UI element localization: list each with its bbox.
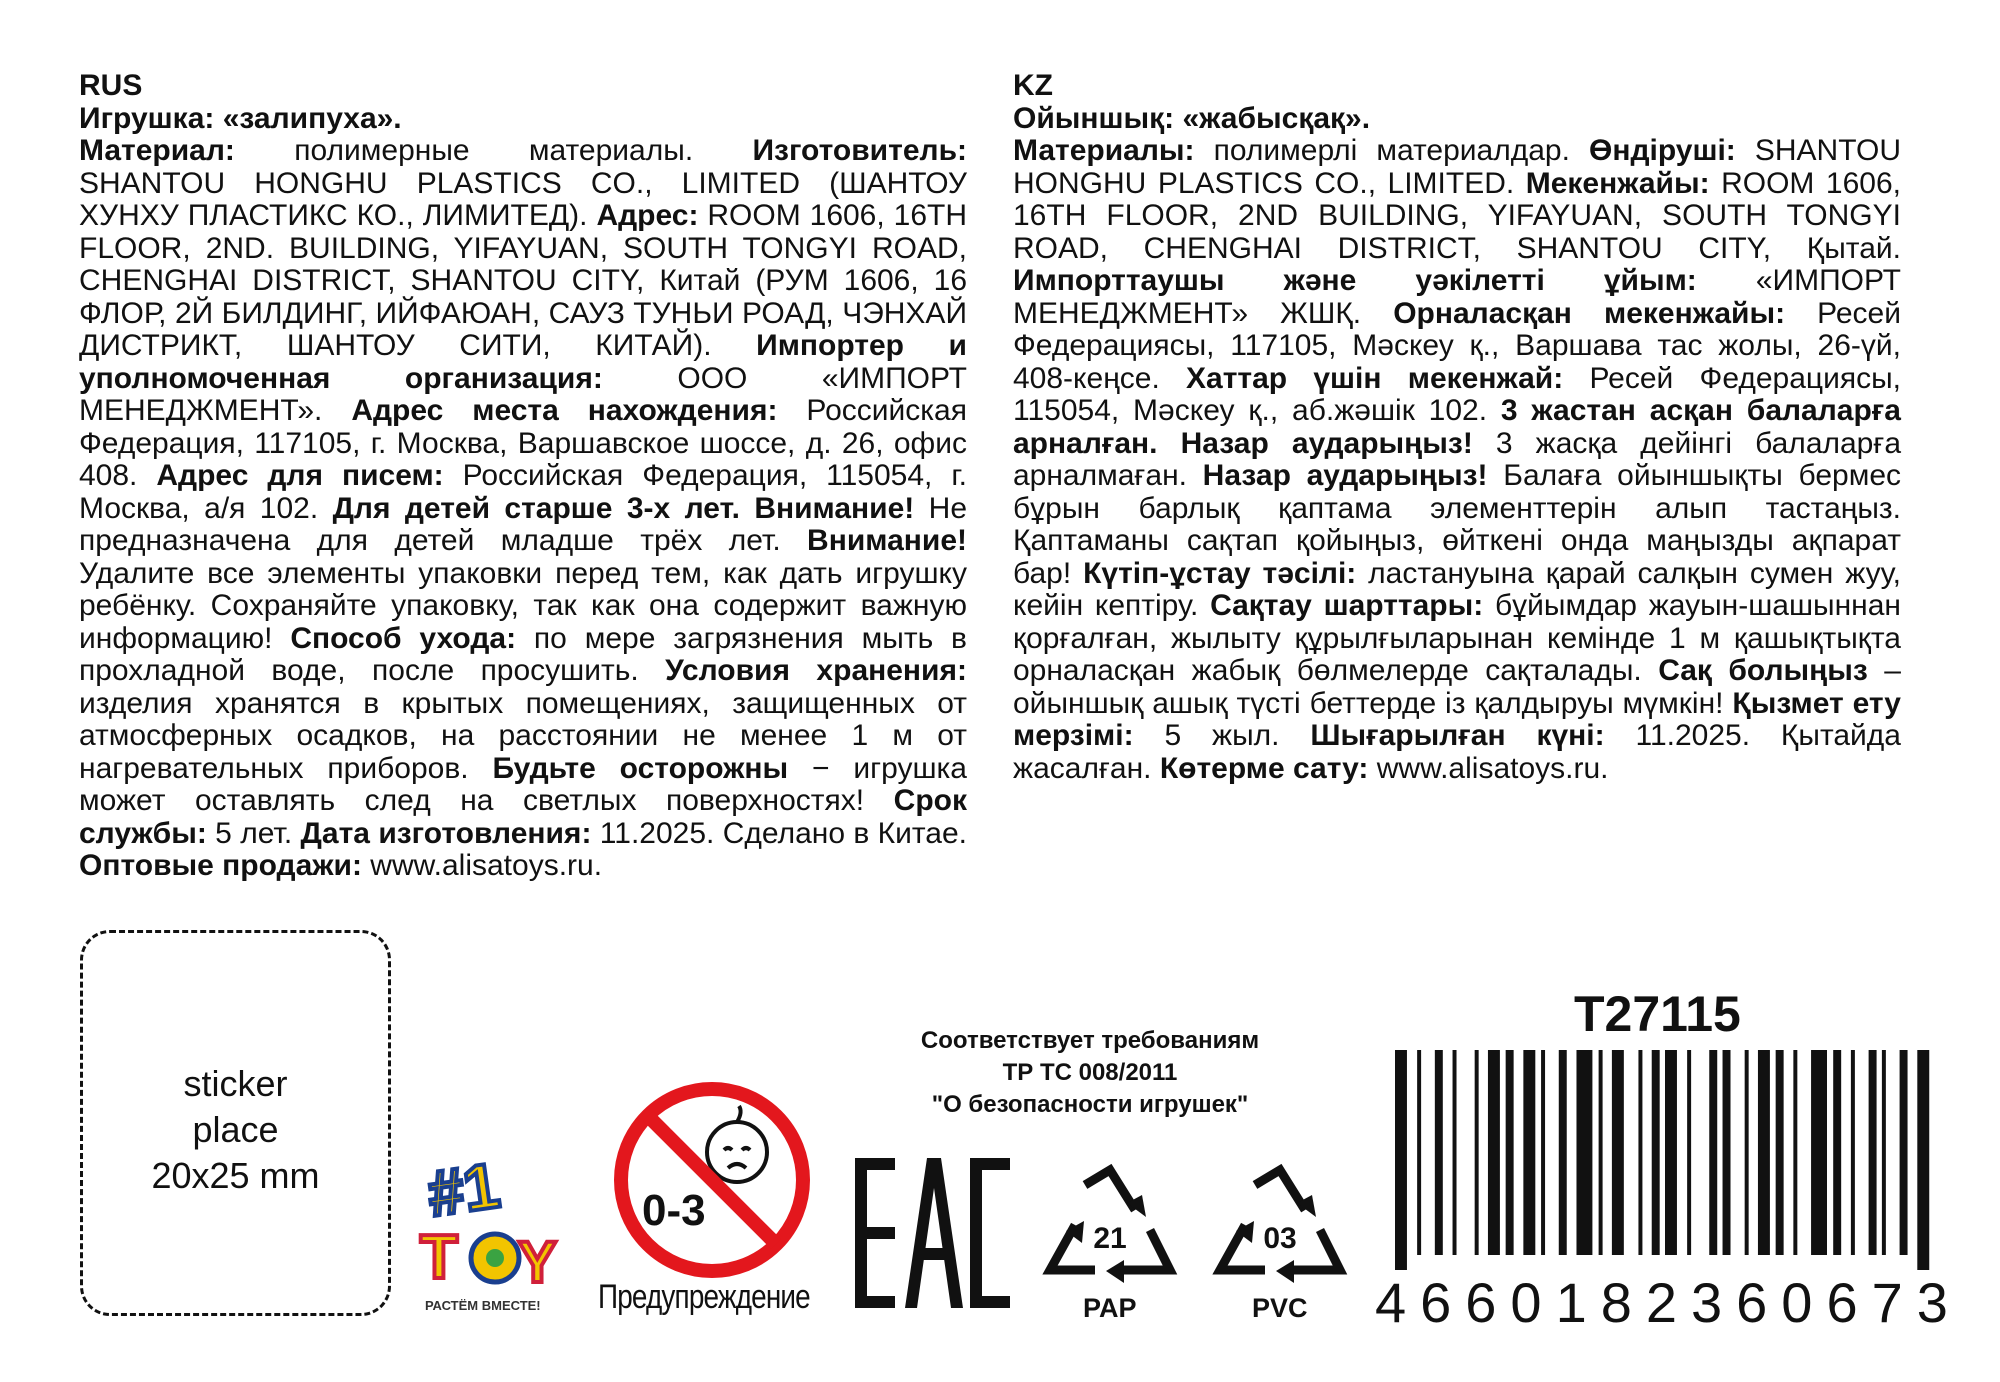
text-run-5: ROOM 1606, 16TH FLOOR, 2ND. BUILDING, YIFAYUAN, SOUTH TONGYI ROAD, CHENGHAI DISTRICT, SHANTOU CITY, Китай (РУМ 1606, 16 ФЛОР, 2Й БИЛДИНГ, ИЙФАЮАН, САУЗ ТУНЬИ РОАД, ЧЭНХАЙ ДИСТРИКТ, ШАНТОУ СИТИ, КИТАЙ). [79, 199, 968, 362]
rus-column [79, 70, 967, 883]
text-run-9: Ресей Федерациясы, 117105, Мәскеу қ., Варшава тас жолы, 26-үй, 408-кеңсе. [1013, 296, 1901, 395]
barcode-icon [1395, 1050, 1935, 1270]
barcode-bar [1523, 1050, 1535, 1255]
bold-term-2: Изготовитель: [752, 134, 967, 167]
barcode-bar [1652, 1050, 1660, 1255]
barcode-bar [1638, 1050, 1642, 1255]
text-run-21: − игрушка может оставлять след на светлых поверхностях! [79, 751, 967, 817]
barcode-bar [1882, 1050, 1886, 1255]
bold-term-26: Оптовые продажи: [79, 849, 362, 882]
bold-term-8: Орналасқан мекенжайы: [1393, 296, 1786, 330]
text-run-21: – ойыншық ашық түсті беттерде із қалдыруы мүмкін! [1013, 654, 1901, 720]
bold-term-16: Способ ухода: [290, 621, 517, 655]
kz-title: Ойыншық: «жабысқақ». [1013, 101, 1371, 135]
sticker-line-1: sticker [183, 1063, 288, 1104]
barcode-bar [1900, 1050, 1908, 1255]
barcode-bar [1488, 1050, 1500, 1255]
sticker-line-2: place [192, 1109, 279, 1150]
text-run-11: Российская Федерация, 115054, г. Москва, а/я 102. [79, 459, 967, 525]
barcode-bar [1833, 1050, 1841, 1255]
barcode-bar [1453, 1050, 1457, 1255]
compliance-line-3: "О безопасности игрушек" [931, 1091, 1249, 1118]
barcode-bar [1506, 1050, 1514, 1255]
text-run-5: ROOM 1606, 16TH FLOOR, 2ND BUILDING, YIFAYUAN, SOUTH TONGYI ROAD, CHENGHAI DISTRICT, SHANTOU CITY, Қытай. [1013, 166, 1901, 265]
bold-term-6: Импорттаушы және уәкілетті ұйым: [1013, 264, 1697, 297]
text-run-3: SHANTOU HONGHU PLASTICS CO., LIMITED. [1013, 134, 1901, 200]
compliance-line-2: ТР ТС 008/2011 [1002, 1059, 1178, 1086]
text-run-15: Удалите все элементы упаковки перед тем, как дать игрушку ребёнку. Сохраняйте упаковку, так как она содержит важную информацию! [79, 556, 967, 655]
text-run-25: 11.2025. Қытайда жасалған. [1013, 719, 1901, 785]
bold-term-2: Өндіруші: [1589, 134, 1736, 167]
text-run-13: Не предназначена для детей младше трёх лет. [79, 491, 968, 557]
barcode-bar [1612, 1050, 1624, 1255]
bold-term-26: Көтерме сату: [1159, 751, 1369, 785]
text-run-27: www.alisatoys.ru. [361, 849, 603, 882]
barcode-bar [1758, 1050, 1770, 1255]
rus-body [79, 135, 967, 883]
barcode-bar [1541, 1050, 1545, 1255]
svg-text:#1: #1 [423, 1148, 504, 1231]
text-run-3: SHANTOU HONGHU PLASTICS CO., LIMITED (ШАНТОУ ХУНХУ ПЛАСТИКС КО., ЛИМИТЕД). [79, 166, 967, 232]
bold-term-16: Күтіп-ұстау тәсілі: [1083, 556, 1357, 590]
recycling-pvc-label: PVC [1252, 1293, 1308, 1323]
text-run-11: Ресей Федерациясы, 115054, Мәскеу қ., аб.жәшік 102. [1013, 361, 1901, 427]
bold-term-4: Адрес: [596, 199, 699, 232]
kz-body [1013, 135, 1901, 785]
bold-term-12: 3 жастан асқан балаларға арналған. Назар аударыңыз! [1013, 394, 1901, 460]
barcode-bar [1475, 1050, 1479, 1255]
bold-term-12: Для детей старше 3-х лет. Внимание! [332, 491, 915, 525]
brand-logo-icon [420, 1150, 570, 1295]
text-run-7: «ИМПОРТ МЕНЕДЖМЕНТ» ЖШҚ. [1013, 264, 1901, 330]
text-run-17: ластануына қарай салқын сумен жуу, кейін кептіру. [1013, 556, 1901, 622]
bold-term-24: Дата изготовления: [300, 816, 592, 850]
recycling-pap-icon [1040, 1165, 1180, 1290]
compliance-line-1: Соответствует требованиям [920, 1027, 1260, 1054]
text-run-15: Балаға ойыншықты бермес бұрын барлық қаптама элементтерін алып тастаңыз. Қаптаманы сақтап қойыңыз, өйткені онда маңызды ақпарат бар! [1013, 459, 1901, 590]
barcode-bar [1559, 1050, 1567, 1255]
barcode-bar [1851, 1050, 1855, 1255]
sticker-place [80, 930, 391, 1316]
bold-term-14: Внимание! [807, 524, 967, 557]
bold-term-0: Материал: [79, 134, 235, 167]
no-under-3-icon [612, 1080, 812, 1280]
recycling-pvc-number: 03 [1263, 1222, 1297, 1255]
text-run-27: www.alisatoys.ru. [1368, 751, 1609, 785]
recycling-pvc-icon [1210, 1165, 1350, 1290]
svg-text:T: T [420, 1223, 458, 1292]
text-run-7: ООО «ИМПОРТ МЕНЕДЖМЕНТ». [79, 361, 967, 427]
rus-title: Игрушка: «залипуха». [79, 101, 402, 135]
bold-term-8: Адрес места нахождения: [351, 394, 778, 427]
barcode-bar [1687, 1050, 1691, 1255]
barcode-bar [1395, 1050, 1407, 1270]
logo-tagline: РАСТЁМ ВМЕСТЕ! [425, 1298, 541, 1313]
svg-text:Y: Y [518, 1230, 557, 1295]
barcode-bar [1576, 1050, 1592, 1255]
warning-label: Предупреждение [598, 1278, 810, 1316]
recycling-pap-label: PAP [1083, 1293, 1137, 1323]
text-run-23: 5 лет. [206, 816, 301, 850]
bold-term-22: Срок службы: [79, 784, 967, 850]
recycling-pap-number: 21 [1093, 1222, 1127, 1255]
kz-column [1013, 70, 1901, 785]
barcode-bar [1417, 1050, 1421, 1255]
barcode-bar [1869, 1050, 1877, 1255]
text-run-25: 11.2025. Сделано в Китае. [591, 816, 968, 850]
rus-lang-label: RUS [79, 69, 143, 102]
barcode-bar [1745, 1050, 1749, 1255]
kz-lang-label: KZ [1013, 69, 1053, 102]
bold-term-22: Қызмет ету мерзімі: [1013, 686, 1901, 752]
barcode-bar [1811, 1050, 1827, 1255]
bold-term-14: Назар аударыңыз! [1202, 459, 1488, 492]
text-run-9: Российская Федерация, 117105, г. Москва, Варшавское шоссе, д. 26, офис 408. [79, 394, 967, 492]
compliance-text [880, 1025, 1300, 1121]
bold-term-4: Мекенжайы: [1525, 166, 1710, 200]
barcode-bar [1599, 1050, 1603, 1255]
barcode-bar [1709, 1050, 1717, 1255]
text-run-19: бұйымдар жауын-шашыннан қорғалған, жылыту құрылғыларынан кемінде 1 м қашықтықта орналасқан жабық бөлмелерде сақталады. [1013, 589, 1901, 687]
bold-term-20: Будьте осторожны [492, 751, 789, 785]
text-run-23: 5 жыл. [1133, 719, 1311, 752]
text-run-1: полимерлі материалдар. [1194, 134, 1590, 167]
sticker-line-3: 20x25 mm [151, 1155, 320, 1196]
barcode-bar [1917, 1050, 1929, 1270]
age-range-text: 0-3 [642, 1186, 706, 1235]
product-code: T27115 [1574, 986, 1741, 1042]
bold-term-0: Материалы: [1013, 134, 1195, 167]
barcode-bar [1435, 1050, 1443, 1255]
bold-term-18: Сақтау шарттары: [1210, 589, 1484, 622]
barcode-bar [1793, 1050, 1797, 1255]
text-run-19: изделия хранятся в крытых помещениях, защищенных от атмосферных осадков, на расстоянии не менее 1 м от нагревательных приборов. [79, 686, 967, 785]
bold-term-10: Хаттар үшін мекенжай: [1186, 361, 1564, 395]
barcode-bar [1776, 1050, 1784, 1255]
bold-term-18: Условия хранения: [665, 654, 967, 687]
barcode-digits: 4660182360673 [1375, 1271, 1962, 1334]
bold-term-24: Шығарылған күні: [1310, 719, 1605, 752]
eac-mark-icon [855, 1158, 1010, 1308]
bold-term-20: Сақ болыңыз [1658, 654, 1868, 687]
bold-term-10: Адрес для писем: [156, 459, 444, 492]
bold-term-6: Импортер и уполномоченная организация: [79, 329, 968, 395]
text-run-17: по мере загрязнения мыть в прохладной воде, после просушить. [79, 621, 967, 687]
text-run-13: 3 жасқа дейінгі балаларға арналмаған. [1013, 426, 1901, 492]
barcode-bar [1723, 1050, 1731, 1255]
barcode-bar [1665, 1050, 1677, 1255]
text-run-1: полимерные материалы. [234, 134, 753, 167]
